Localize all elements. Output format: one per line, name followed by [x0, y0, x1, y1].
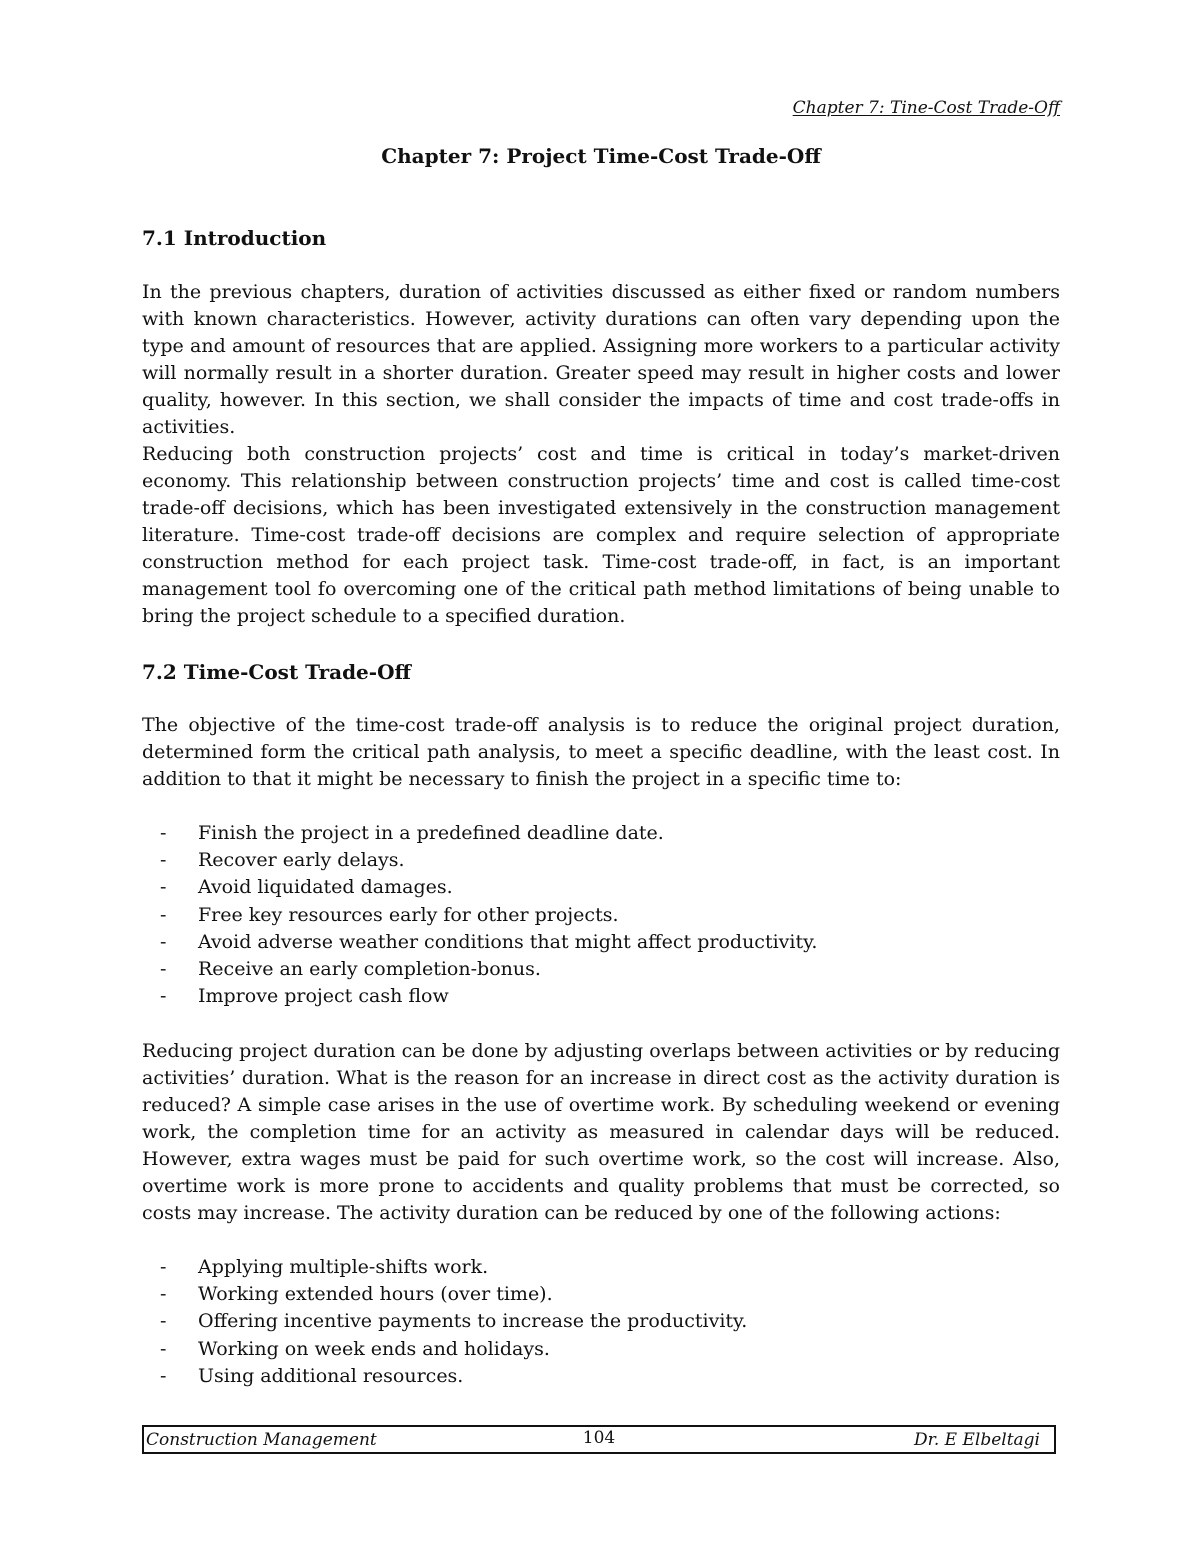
bullet-dash: - — [160, 1364, 167, 1387]
list-item-text: Working extended hours (over time). — [198, 1283, 553, 1306]
list-item-text: Avoid liquidated damages. — [198, 876, 453, 899]
bullet-dash: - — [160, 958, 167, 981]
bullet-dash: - — [160, 1337, 167, 1360]
bullet-dash: - — [160, 903, 167, 926]
bullet-dash: - — [160, 985, 167, 1008]
chapter-title: Chapter 7: Project Time-Cost Trade-Off — [381, 144, 821, 168]
bullet-dash: - — [160, 1283, 167, 1306]
footer-author: Dr. E Elbeltagi — [913, 1430, 1040, 1450]
section-heading-time-cost-trade-off: 7.2 Time-Cost Trade-Off — [142, 660, 411, 684]
intro-paragraph-1: In the previous chapters, duration of activities discussed as either fixed or random numbers with known characteristics. However, activity durations can often vary depending upon the type and amount of resources that are applied. Assigning more workers to a particular activity will normally result in a shorter duration. Greater speed may result in higher costs and lower quality, however. In this section, we shall consider the impacts of time and cost trade-offs in activities. — [142, 281, 1060, 438]
running-header: Chapter 7: Tine-Cost Trade-Off — [792, 98, 1060, 118]
footer-page-number: 104 — [582, 1428, 616, 1448]
list-item — [160, 874, 817, 901]
bullet-dash: - — [160, 822, 167, 844]
list-item — [160, 1281, 747, 1308]
bullet-dash: - — [160, 876, 167, 899]
list-item-text: Applying multiple-shifts work. — [198, 1256, 489, 1278]
list-item — [160, 956, 817, 983]
list-item-text: Using additional resources. — [198, 1364, 464, 1387]
intro-paragraph-2: Reducing both construction projects’ cost and time is critical in today’s market-driven economy. This relationship between construction projects’ time and cost is called time-cost trade-off decisions, which has been investigated extensively in the construction management literature. Time-cost trade-off decisions are complex and require selection of appropriate construction method for each project task. Time-cost trade-off, in fact, is an important management tool fo overcoming one of the critical path method limitations of being unable to bring the project schedule to a specified duration. — [142, 443, 1060, 627]
list-item — [160, 820, 817, 847]
trade-off-paragraph-2: Reducing project duration can be done by adjusting overlaps between activities or by reducing activities’ duration. What is the reason for an increase in direct cost as the activity duration is reduced? A simple case arises in the use of overtime work. By scheduling weekend or evening work, the completion time for an activity as measured in calendar days will be reduced. However, extra wages must be paid for such overtime work, so the cost will increase. Also, overtime work is more prone to accidents and quality problems that must be corrected, so costs may increase. The activity duration can be reduced by one of the following actions: — [142, 1040, 1060, 1224]
footer-course-title: Construction Management — [146, 1430, 377, 1450]
list-item — [160, 983, 817, 1010]
section-heading-introduction: 7.1 Introduction — [142, 226, 327, 250]
bullet-dash: - — [160, 849, 167, 872]
list-item-text: Finish the project in a predefined deadline date. — [198, 822, 664, 844]
reasons-list — [160, 820, 817, 1010]
document-page — [142, 0, 1060, 1553]
list-item — [160, 847, 817, 874]
list-item-text: Recover early delays. — [198, 849, 405, 872]
list-item — [160, 1336, 747, 1363]
bullet-dash: - — [160, 1310, 167, 1333]
bullet-dash: - — [160, 930, 167, 953]
list-item-text: Improve project cash flow — [198, 985, 449, 1008]
list-item — [160, 929, 817, 956]
bullet-dash: - — [160, 1256, 167, 1278]
list-item-text: Avoid adverse weather conditions that might affect productivity. — [198, 930, 818, 953]
list-item-text: Receive an early completion-bonus. — [198, 958, 541, 981]
trade-off-paragraph-1: The objective of the time-cost trade-off analysis is to reduce the original project duration, determined form the critical path analysis, to meet a specific deadline, with the least cost. In addition to that it might be necessary to finish the project in a specific time to: — [142, 714, 1060, 790]
list-item — [160, 1254, 747, 1281]
list-item-text: Working on week ends and holidays. — [198, 1337, 550, 1360]
list-item — [160, 1363, 747, 1390]
list-item-text: Offering incentive payments to increase the productivity. — [198, 1310, 748, 1333]
list-item-text: Free key resources early for other projects. — [198, 903, 619, 926]
page-footer — [142, 1425, 1056, 1454]
actions-list — [160, 1254, 747, 1390]
list-item — [160, 902, 817, 929]
list-item — [160, 1308, 747, 1335]
